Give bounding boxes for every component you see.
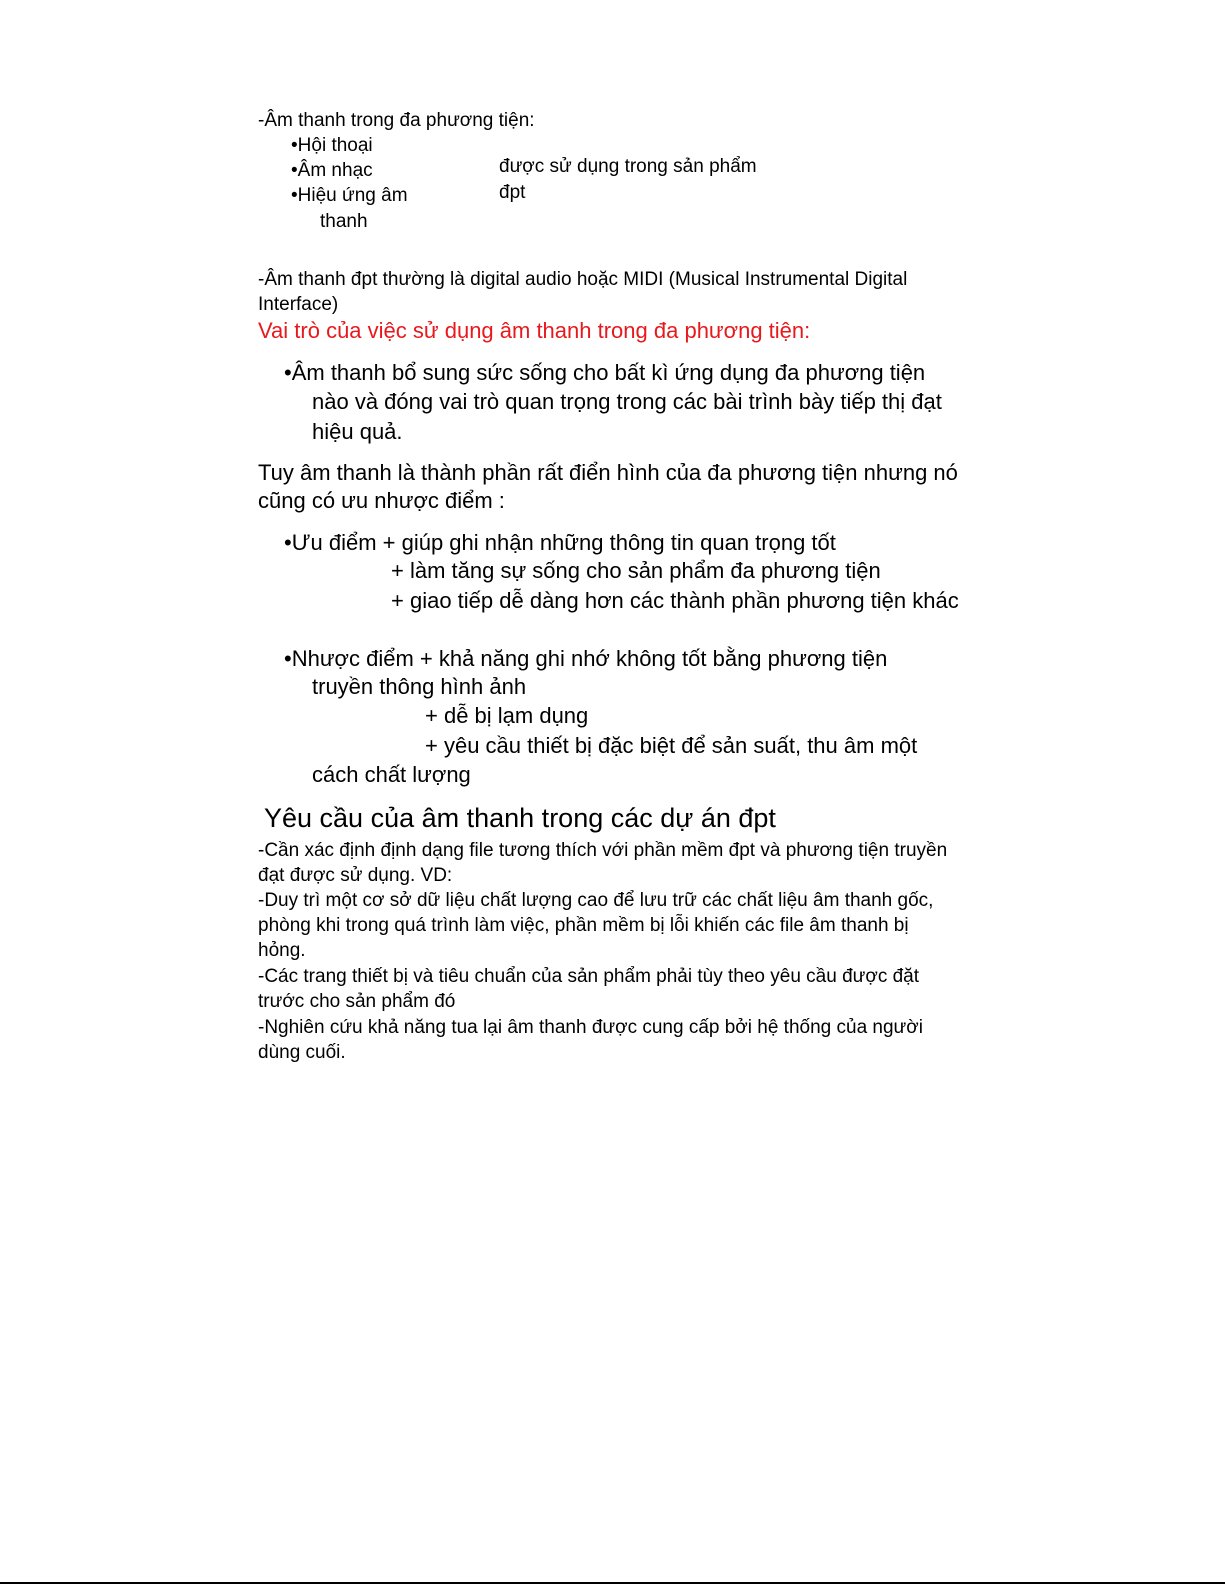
requirements-line-4: phòng khi trong quá trình làm việc, phần mềm bị lỗi khiến các file âm thanh bị (258, 915, 909, 936)
cons-line-1: •Nhược điểm + khả năng ghi nhớ không tốt bằng phương tiện (284, 646, 888, 671)
media-side-note-cont: đpt (499, 182, 526, 203)
role-bullet-line-3: hiệu quả. (312, 419, 403, 444)
requirements-line-8: -Nghiên cứu khả năng tua lại âm thanh được cung cấp bởi hệ thống của người (258, 1017, 923, 1038)
requirements-line-7: trước cho sản phẩm đó (258, 991, 456, 1012)
requirements-line-9: dùng cuối. (258, 1042, 346, 1063)
pros-line-3: + giao tiếp dễ dàng hơn các thành phần phương tiện khác (391, 588, 959, 613)
media-side-note: được sử dụng trong sản phẩm (499, 156, 757, 177)
media-item-music: •Âm nhạc (291, 160, 373, 181)
media-item-effects: •Hiệu ứng âm (291, 185, 408, 206)
requirements-line-5: hỏng. (258, 940, 306, 961)
pros-line-2: + làm tăng sự sống cho sản phẩm đa phương tiện (391, 558, 881, 583)
requirements-line-3: -Duy trì một cơ sở dữ liệu chất lượng cao để lưu trữ các chất liệu âm thanh gốc, (258, 890, 934, 911)
page-bottom-border (0, 1582, 1225, 1584)
role-heading: Vai trò của việc sử dụng âm thanh trong đa phương tiện: (258, 318, 811, 343)
pros-cons-intro: Tuy âm thanh là thành phần rất điển hình của đa phương tiện nhưng nó (258, 460, 958, 485)
media-item-dialogue: •Hội thoại (291, 135, 373, 156)
media-item-effects-cont: thanh (320, 211, 368, 232)
pros-line-1: •Ưu điểm + giúp ghi nhận những thông tin quan trọng tốt (284, 530, 836, 555)
cons-line-4: + yêu cầu thiết bị đặc biệt để sản suất, thu âm một (425, 733, 918, 758)
format-note: -Âm thanh đpt thường là digital audio hoặc MIDI (Musical Instrumental Digital (258, 269, 908, 290)
requirements-heading: Yêu cầu của âm thanh trong các dự án đpt (264, 803, 776, 833)
requirements-line-1: -Cần xác định định dạng file tương thích với phần mềm đpt và phương tiện truyền (258, 840, 948, 861)
requirements-line-6: -Các trang thiết bị và tiêu chuẩn của sản phẩm phải tùy theo yêu cầu được đặt (258, 966, 920, 987)
cons-line-2: truyền thông hình ảnh (312, 674, 527, 699)
cons-line-5: cách chất lượng (312, 762, 471, 787)
role-bullet: •Âm thanh bổ sung sức sống cho bất kì ứng dụng đa phương tiện (284, 360, 926, 385)
role-bullet-line-2: nào và đóng vai trò quan trọng trong các bài trình bày tiếp thị đạt (312, 389, 942, 414)
requirements-line-2: đạt được sử dụng. VD: (258, 865, 453, 886)
cons-line-3: + dễ bị lạm dụng (425, 703, 589, 728)
format-note-cont: Interface) (258, 294, 339, 315)
pros-cons-intro-line-2: cũng có ưu nhược điểm : (258, 488, 505, 513)
media-heading: -Âm thanh trong đa phương tiện: (258, 110, 535, 131)
